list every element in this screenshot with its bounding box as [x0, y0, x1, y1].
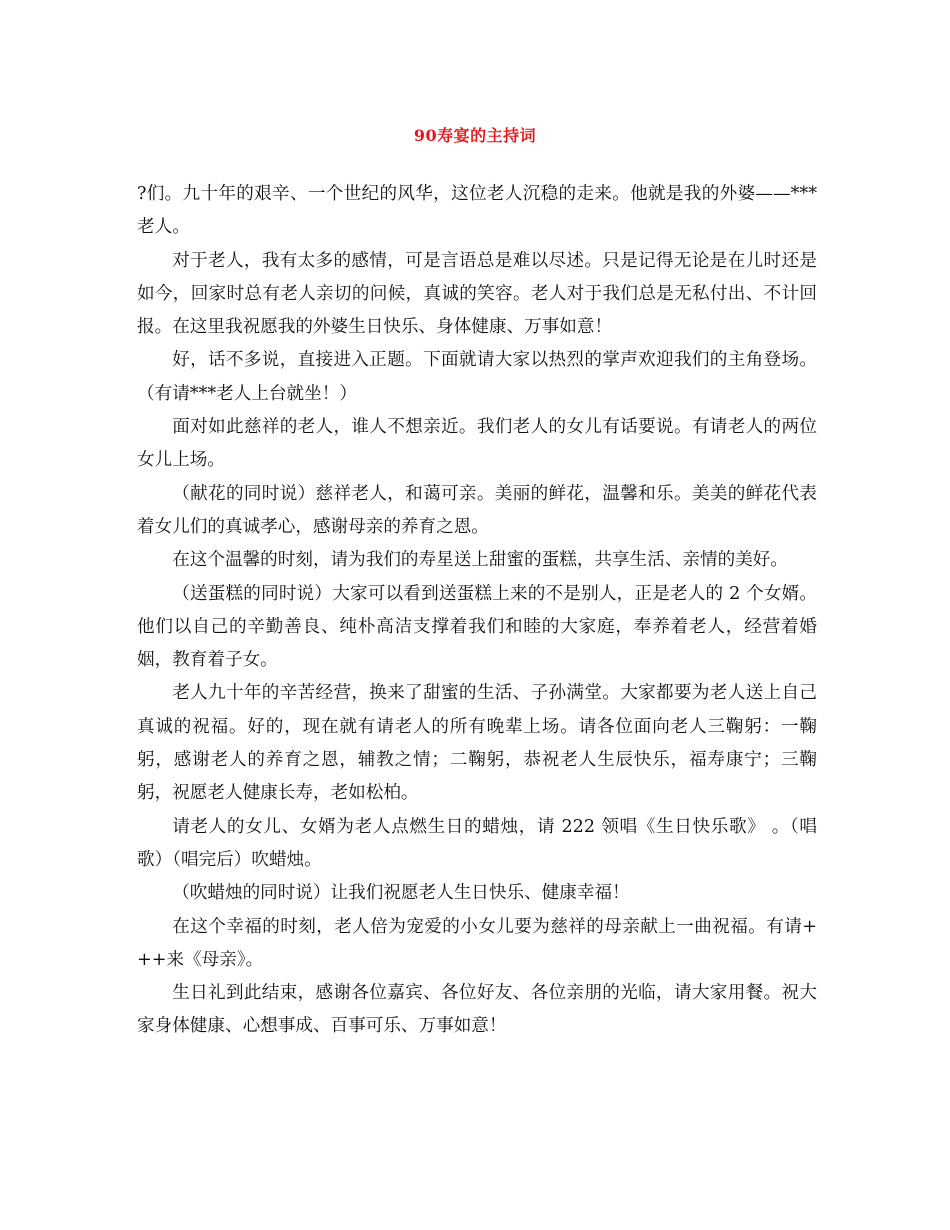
paragraph-10: （吹蜡烛的同时说）让我们祝愿老人生日快乐、健康幸福！ — [172, 883, 630, 904]
paragraph-6: 在这个温馨的时刻，请为我们的寿星送上甜蜜的蛋糕，共享生活、亲情的美好。 — [172, 550, 788, 571]
paragraph-5: （献花的同时说）慈祥老人，和蔼可亲。美丽的鲜花，温馨和乐。美美的鲜花代表着女儿们的真诚孝心，感谢母亲的养育之恩。 — [137, 483, 817, 537]
paragraph-9: 请老人的女儿、女婿为老人点燃生日的蜡烛，请 222 领唱《生日快乐歌》 。（唱歌）（唱完后）吹蜡烛。 — [137, 816, 817, 870]
paragraph-7: （送蛋糕的同时说）大家可以看到送蛋糕上来的不是别人，正是老人的 2 个女婿。他们以自己的辛勤善良、纯朴高洁支撑着我们和睦的大家庭，奉养着老人，经营着婚姻，教育着子女。 — [137, 583, 817, 671]
paragraph-11: 在这个幸福的时刻，老人倍为宠爱的小女儿要为慈祥的母亲献上一曲祝福。有请+++来《母亲》。 — [137, 916, 817, 970]
document-body — [137, 178, 817, 1044]
paragraph-12: 生日礼到此结束，感谢各位嘉宾、各位好友、各位亲朋的光临，请大家用餐。祝大家身体健康、心想事成、百事可乐、万事如意！ — [137, 983, 817, 1037]
paragraph-8: 老人九十年的辛苦经营，换来了甜蜜的生活、子孙满堂。大家都要为老人送上自己真诚的祝福。好的，现在就有请老人的所有晚辈上场。请各位面向老人三鞠躬：一鞠躬，感谢老人的养育之恩，辅教之情；二鞠躬，恭祝老人生辰快乐，福寿康宁；三鞠躬，祝愿老人健康长寿，老如松柏。 — [137, 683, 817, 804]
paragraph-3: 好，话不多说，直接进入正题。下面就请大家以热烈的掌声欢迎我们的主角登场。 （有请***老人上台就坐！） — [137, 350, 817, 404]
paragraph-2: 对于老人，我有太多的感情，可是言语总是难以尽述。只是记得无论是在儿时还是如今，回家时总有老人亲切的问候，真诚的笑容。老人对于我们总是无私付出、不计回报。在这里我祝愿我的外婆生日快乐、身体健康、万事如意！ — [137, 250, 817, 338]
paragraph-1: ?们。九十年的艰辛、一个世纪的风华，这位老人沉稳的走来。他就是我的外婆——***老人。 — [137, 184, 817, 238]
paragraph-4: 面对如此慈祥的老人，谁人不想亲近。我们老人的女儿有话要说。有请老人的两位女儿上场。 — [137, 417, 817, 471]
page-title: 90寿宴的主持词 — [413, 126, 537, 145]
